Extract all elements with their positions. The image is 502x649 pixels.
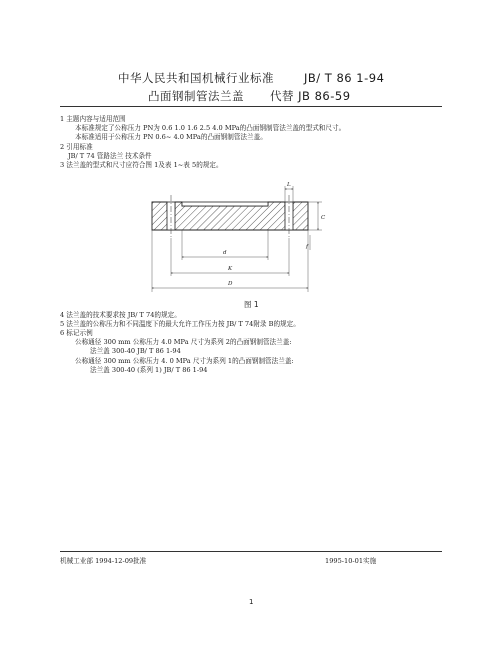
section-1-paragraph-1: 本标准规定了公称压力 PN为 0.6 1.0 1.6 2.5 4.0 MPa的凸面钢制管法兰盖的型式和尺寸。 (75, 124, 346, 132)
standard-header (118, 70, 384, 86)
section-2-title: 2 引用标准 (60, 143, 93, 151)
document-title-line (148, 88, 351, 104)
section-5: 5 法兰盖的公称压力和不同温度下的最大允许工作压力按 JB/ T 74附录 B的规定。 (60, 320, 300, 328)
standard-title: 中华人民共和国机械行业标准 (118, 71, 274, 85)
effective-date-note: 1995-10-01实施 (325, 557, 377, 565)
section-4: 4 法兰盖的技术要求按 JB/ T 74的规定。 (60, 311, 181, 319)
dim-label-D: D (228, 281, 233, 287)
footer-rule (60, 551, 442, 552)
section-1-paragraph-2: 本标准适用于公称压力 PN 0.6~ 4.0 MPa的凸面钢制管法兰盖。 (75, 133, 267, 141)
replaces-note: 代替 JB 86-59 (270, 89, 351, 103)
dim-label-d: d (223, 250, 227, 256)
dim-label-L: L (287, 182, 291, 188)
example-2-marking: 法兰盖 300-40 (系列 1) JB/ T 86 1-94 (90, 366, 208, 374)
flange-cover-drawing (140, 180, 340, 300)
page-number: 1 (249, 598, 254, 606)
section-2-paragraph: JB/ T 74 管路法兰 技术条件 (68, 152, 152, 160)
dim-label-K: K (228, 266, 233, 272)
raised-face (182, 202, 268, 206)
example-2-text: 公称通径 300 mm 公称压力 4. 0 MPa 尺寸为系列 1的凸面钢制管法兰盖: (75, 357, 294, 365)
flange-section (152, 195, 308, 238)
figure-caption: 图 1 (244, 300, 259, 309)
example-1-marking: 法兰盖 300-40 JB/ T 86 1-94 (90, 347, 181, 355)
section-1-title: 1 主题内容与适用范围 (60, 115, 126, 123)
standard-code: JB/ T 86 1-94 (304, 71, 385, 85)
dim-label-f: f (306, 244, 309, 250)
document-title: 凸面钢制管法兰盖 (148, 89, 244, 103)
approval-note: 机械工业部 1994-12-09批准 (60, 557, 147, 565)
example-1-text: 公称通径 300 mm 公称压力 4.0 MPa 尺寸为系列 2的凸面钢制管法兰盖: (75, 338, 292, 346)
section-6-title: 6 标记示例 (60, 329, 93, 337)
dim-label-C: C (321, 215, 326, 221)
header-rule (60, 106, 442, 107)
section-3-title: 3 法兰盖的型式和尺寸应符合图 1及表 1~表 5的规定。 (60, 161, 223, 169)
